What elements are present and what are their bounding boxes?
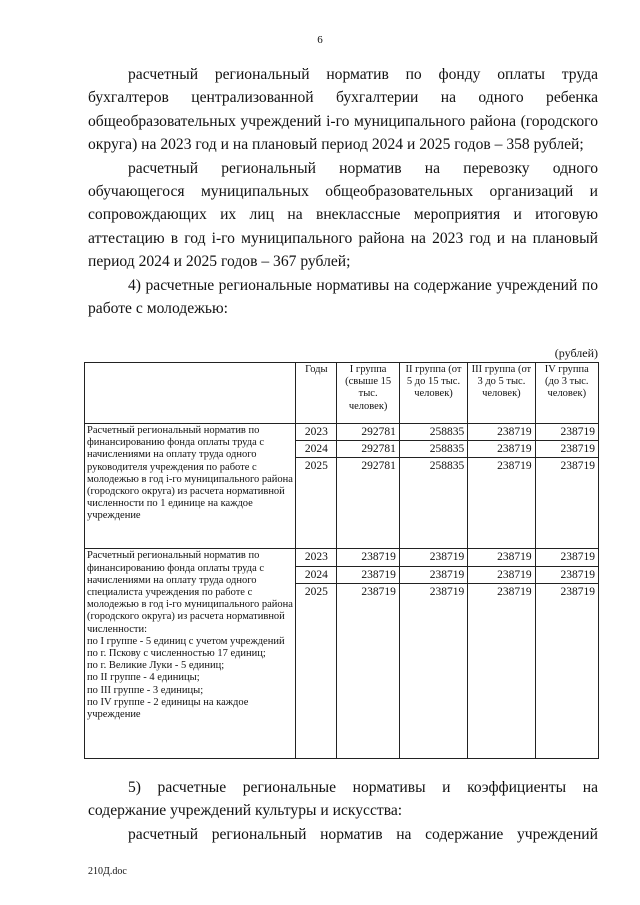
header-cell: I группа (свыше 15 тыс. человек) — [337, 363, 399, 424]
value-cell: 292781 — [337, 441, 399, 458]
description-text: по III группе - 3 единицы; — [87, 684, 204, 696]
table-row — [85, 549, 599, 566]
value-cell: 238719 — [337, 549, 399, 566]
header-cell: II группа (от 5 до 15 тыс. человек) — [399, 363, 467, 424]
footer-filename: 210Д.doc — [88, 866, 127, 877]
norms-table — [84, 362, 599, 759]
row-description — [85, 549, 296, 758]
value-cell: 238719 — [468, 566, 535, 583]
year-cell: 2023 — [296, 424, 337, 441]
description-text: по г. Великие Луки - 5 единиц; — [87, 660, 225, 672]
description-text: Расчетный региональный норматив по финансированию фонда оплаты труда с начислениями на оплату труда одного руководителя учреждения по работе с молодежью в год i-го муниципального района (городского округа) из расчета нормативной численности по 1 единице на каждое учреждение — [87, 425, 293, 522]
year-cell: 2023 — [296, 549, 337, 566]
value-cell: 238719 — [399, 566, 467, 583]
value-cell: 238719 — [535, 583, 598, 758]
value-cell: 292781 — [337, 424, 399, 441]
value-cell: 238719 — [535, 549, 598, 566]
value-cell: 238719 — [535, 441, 598, 458]
table-header-row — [85, 363, 599, 424]
value-cell: 238719 — [468, 441, 535, 458]
year-cell: 2025 — [296, 583, 337, 758]
closing-text — [88, 776, 598, 846]
paragraph: 5) расчетные региональные нормативы и коэффициенты на содержание учреждений культуры и искусства: — [88, 779, 598, 820]
description-text: по IV группе - 2 единицы на каждое учреждение — [87, 696, 249, 721]
year-cell: 2025 — [296, 458, 337, 549]
paragraph: расчетный региональный норматив на перевозку одного обучающегося муниципальных общеобразовательных организаций и сопровождающих их лиц на внеклассные мероприятия и итоговую аттестацию в год i-го муниципального района на 2023 год и на плановый период 2024 и 2025 годов – 367 рублей; — [88, 159, 598, 271]
value-cell: 238719 — [399, 583, 467, 758]
page-number: 6 — [317, 34, 323, 46]
value-cell: 238719 — [468, 583, 535, 758]
value-cell: 238719 — [535, 458, 598, 549]
unit-label: (рублей) — [554, 346, 598, 360]
header-cell: IV группа (до 3 тыс. человек) — [535, 363, 598, 424]
header-cell — [85, 363, 296, 424]
value-cell: 238719 — [468, 424, 535, 441]
value-cell: 238719 — [399, 549, 467, 566]
value-cell: 258835 — [399, 424, 467, 441]
value-cell: 238719 — [535, 424, 598, 441]
value-cell: 238719 — [535, 566, 598, 583]
year-cell: 2024 — [296, 566, 337, 583]
row-description — [85, 424, 296, 549]
value-cell: 258835 — [399, 458, 467, 549]
header-cell: Годы — [296, 363, 337, 424]
paragraph: 4) расчетные региональные нормативы на содержание учреждений по работе с молодежью: — [88, 276, 598, 318]
value-cell: 238719 — [468, 549, 535, 566]
value-cell: 238719 — [337, 583, 399, 758]
paragraph: расчетный региональный норматив по фонду оплаты труда бухгалтеров централизованной бухгалтерии на одного ребенка общеобразовательных учреждений i-го муниципального района (городского округа) на 2023 год и на плановый период 2024 и 2025 годов – 358 рублей; — [88, 66, 598, 154]
value-cell: 258835 — [399, 441, 467, 458]
value-cell: 292781 — [337, 458, 399, 549]
value-cell: 238719 — [468, 458, 535, 549]
intro-text — [88, 63, 598, 320]
year-cell: 2024 — [296, 441, 337, 458]
description-text: по I группе - 5 единиц с учетом учреждений по г. Пскову с численностью 17 единиц; — [87, 635, 285, 660]
header-cell: III группа (от 3 до 5 тыс. человек) — [468, 363, 535, 424]
description-text: по II группе - 4 единицы; — [87, 672, 200, 684]
paragraph: расчетный региональный норматив на содержание учреждений — [128, 825, 598, 843]
table-row — [85, 424, 599, 441]
description-text: Расчетный региональный норматив по финансированию фонда оплаты труда с начислениями на оплату труда одного специалиста учреждения по работе с молодежью в год i-го муниципального района (городского округа) из расчета нормативной численности: — [87, 550, 293, 635]
value-cell: 238719 — [337, 566, 399, 583]
